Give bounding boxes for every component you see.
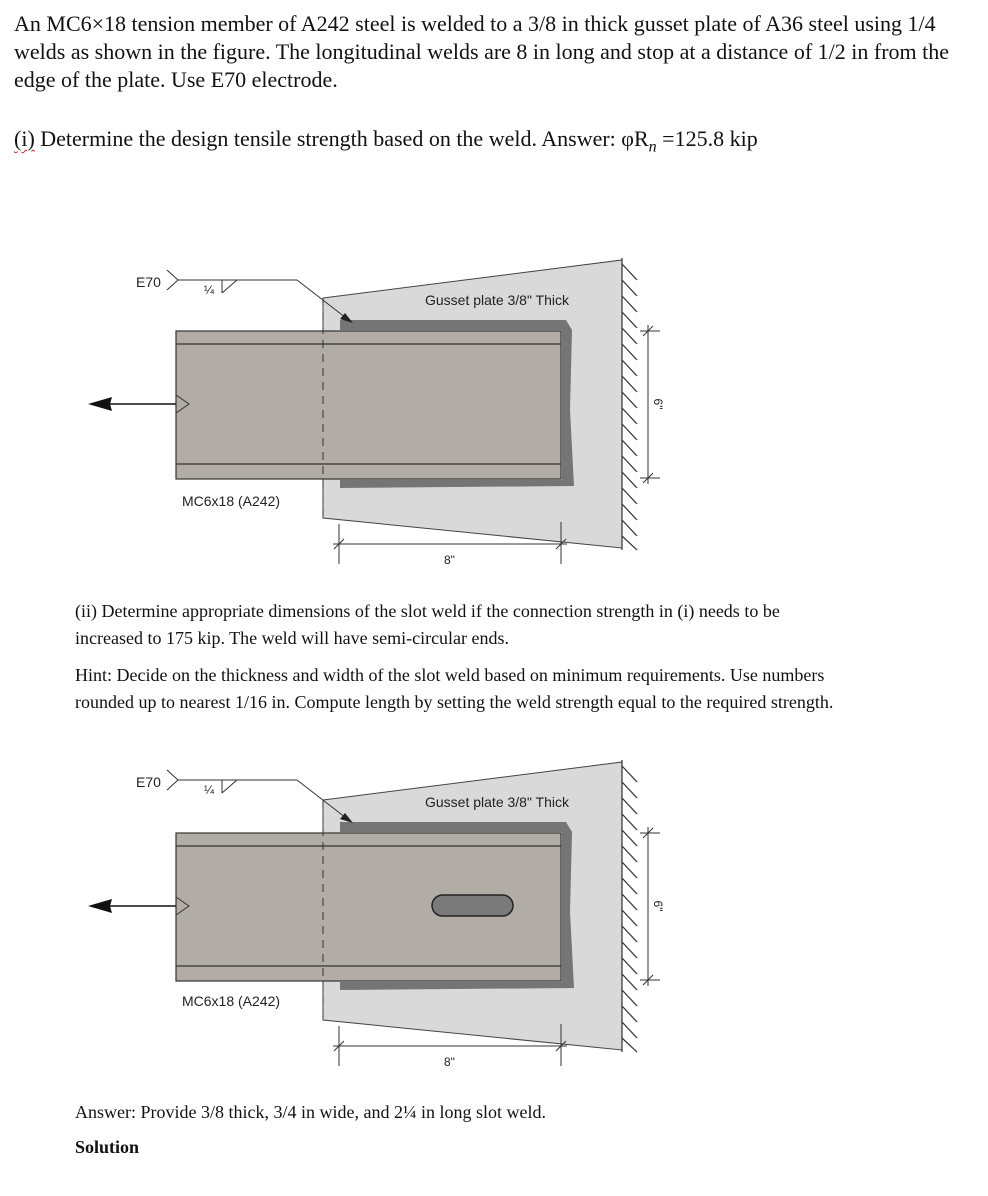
weld-symbol <box>136 770 353 823</box>
depth-dimension <box>640 827 665 986</box>
slot-weld <box>432 895 513 916</box>
part-ii-question: (ii) Determine appropriate dimensions of the slot weld if the connection strength in (i) needs to be increased to 175 kip. The weld will have semi-circular ends. <box>75 601 780 648</box>
member-label: MC6x18 (A242) <box>182 993 281 1009</box>
solution-heading: Solution <box>75 1137 140 1157</box>
weld-symbol <box>136 270 353 323</box>
depth-dimension <box>640 325 665 484</box>
fixed-support-hatch <box>622 760 637 1052</box>
part-i-answer-value: =125.8 kip <box>662 126 758 151</box>
member-label: MC6x18 (A242) <box>182 493 281 509</box>
depth-dimension-label: 6" <box>651 398 665 410</box>
load-arrow <box>88 897 189 915</box>
part-i-label: (i) <box>14 126 35 151</box>
part-ii-answer: Answer: Provide 3/8 thick, 3/4 in wide, and 2¼ in long slot weld. <box>75 1102 546 1122</box>
weld-size-label: ¼ <box>204 283 215 297</box>
load-arrow <box>88 395 189 413</box>
gusset-plate-label: Gusset plate 3/8" Thick <box>425 292 570 308</box>
problem-statement: An MC6×18 tension member of A242 steel is welded to a 3/8 in thick gusset plate of A36 steel using 1/4 welds as shown in the figure. The longitudinal welds are 8 in long and stop at a distance of 1/2 in from the edge of the plate. Use E70 electrode. <box>14 11 950 92</box>
fixed-support-hatch <box>622 258 637 550</box>
channel-member <box>176 331 561 479</box>
depth-dimension-label: 6" <box>651 900 665 912</box>
figure-2 <box>0 752 988 1082</box>
part-i-answer-symbol: φR <box>621 126 649 151</box>
part-i-question <box>14 125 974 161</box>
weld-size-label: ¼ <box>204 783 215 797</box>
hint-text: Hint: Decide on the thickness and width of the slot weld based on minimum requirements. Use numbers rounded up to nearest 1/16 in. Compute length by setting the weld strength equal to the required strength. <box>75 665 834 712</box>
part-i-text: Determine the design tensile strength based on the weld. Answer: <box>40 126 622 151</box>
gusset-plate-label: Gusset plate 3/8" Thick <box>425 794 570 810</box>
length-dimension-label: 8" <box>444 1055 455 1069</box>
electrode-label: E70 <box>136 274 161 290</box>
figure-1 <box>0 250 988 580</box>
part-i-answer-subscript: n <box>648 138 657 156</box>
length-dimension-label: 8" <box>444 553 455 567</box>
electrode-label: E70 <box>136 774 161 790</box>
